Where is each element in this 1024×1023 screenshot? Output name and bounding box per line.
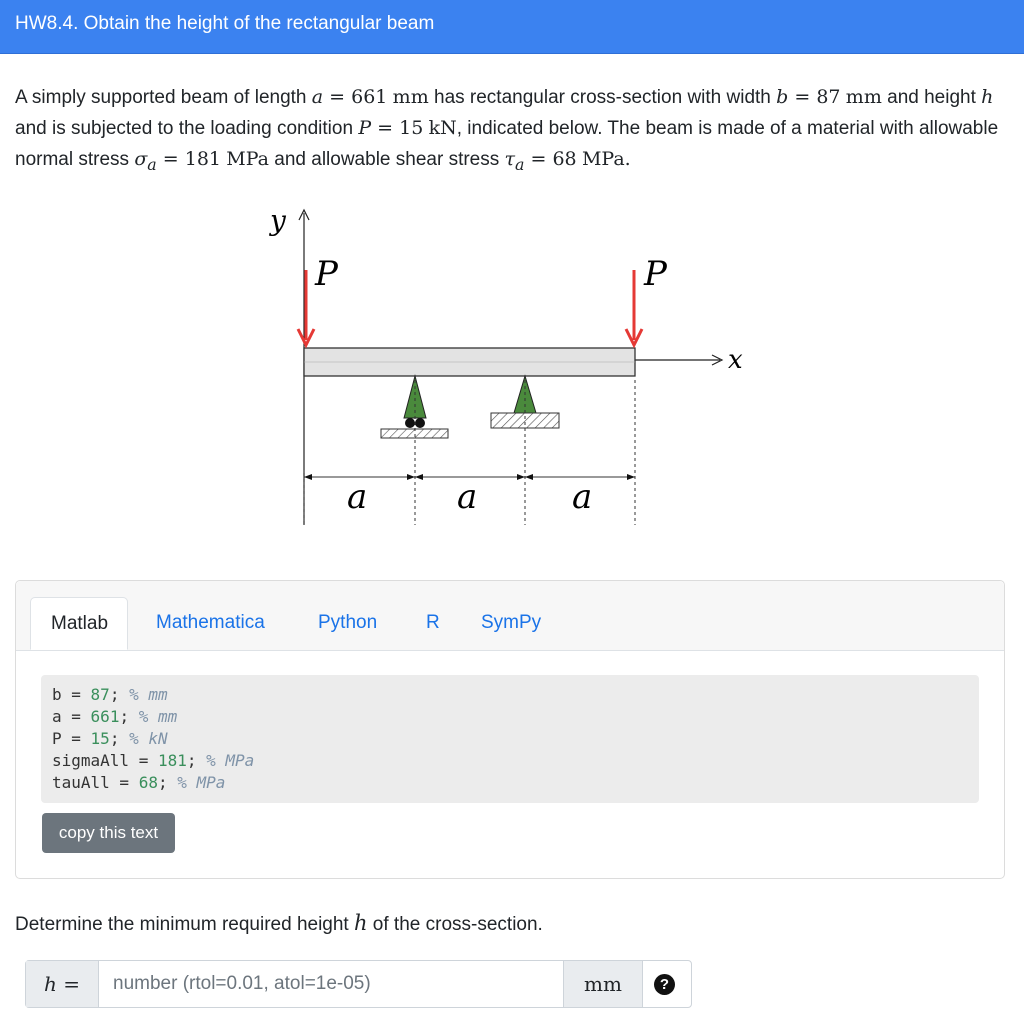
symbol-a: a bbox=[311, 86, 324, 108]
code-block[interactable] bbox=[41, 675, 979, 803]
y-axis-label: y bbox=[270, 204, 286, 237]
code-line: sigmaAll = 181; % MPa bbox=[52, 751, 255, 770]
roller-wheel bbox=[405, 418, 415, 428]
symbol-h: h bbox=[354, 911, 368, 935]
value-b: 87 bbox=[816, 86, 841, 108]
value-tau: 68 bbox=[552, 148, 577, 170]
beam-diagram bbox=[250, 195, 760, 540]
x-axis-label: x bbox=[728, 345, 743, 375]
equals-sign: = bbox=[371, 117, 400, 139]
roller-wheel bbox=[415, 418, 425, 428]
symbol-P: P bbox=[358, 117, 372, 139]
code-line: tauAll = 68; % MPa bbox=[52, 773, 226, 792]
symbol-sigma: σ bbox=[134, 148, 148, 170]
copy-text-button[interactable]: copy this text bbox=[42, 813, 175, 853]
value-P: 15 bbox=[399, 117, 424, 139]
problem-statement bbox=[15, 82, 1015, 180]
statement-text: and height bbox=[881, 87, 982, 108]
language-tabs bbox=[16, 581, 1004, 651]
page-header bbox=[0, 0, 1024, 54]
statement-text: , indicated below. The beam is made of a material with allowable normal stress bbox=[15, 118, 999, 170]
statement-text: has rectangular cross-section with width bbox=[428, 87, 777, 108]
symbol-b: b bbox=[776, 86, 789, 108]
tab-python[interactable]: Python bbox=[318, 612, 378, 633]
unit-MPa: MPa bbox=[581, 148, 625, 170]
unit-mm: mm bbox=[845, 86, 882, 108]
answer-unit: mm bbox=[563, 961, 643, 1007]
value-a: 661 bbox=[351, 86, 388, 108]
equals-sign: = bbox=[323, 86, 352, 108]
tab-r[interactable]: R bbox=[426, 612, 440, 633]
tab-sympy[interactable]: SymPy bbox=[481, 612, 542, 633]
span-label: a bbox=[457, 477, 478, 517]
answer-input[interactable] bbox=[99, 961, 562, 1007]
page-title: HW8.4. Obtain the height of the rectangular beam bbox=[15, 13, 435, 34]
pin-ground bbox=[491, 413, 559, 428]
span-label: a bbox=[347, 477, 368, 517]
equals-sign: = bbox=[524, 148, 553, 170]
statement-text: and is subjected to the loading condition bbox=[15, 118, 359, 139]
code-line: a = 661; % mm bbox=[52, 707, 178, 726]
unit-MPa: MPa bbox=[226, 148, 269, 170]
statement-text: and allowable shear stress bbox=[269, 149, 505, 170]
subscript-a: a bbox=[515, 154, 525, 174]
statement-text: A simply supported beam of length bbox=[15, 87, 312, 108]
answer-prefix: h = bbox=[26, 961, 99, 1007]
unit-mm: mm bbox=[392, 86, 429, 108]
span-label: a bbox=[572, 477, 593, 517]
tab-mathematica[interactable]: Mathematica bbox=[156, 612, 265, 633]
unit-kN: kN bbox=[428, 117, 457, 139]
subscript-a: a bbox=[147, 154, 157, 174]
equals-sign: = bbox=[156, 148, 185, 170]
value-sigma: 181 bbox=[184, 148, 221, 170]
question-text: Determine the minimum required height h of the cross-section. bbox=[15, 911, 543, 935]
load-label-left: P bbox=[315, 254, 338, 294]
code-line: b = 87; % mm bbox=[52, 685, 168, 704]
symbol-tau: τ bbox=[504, 148, 516, 170]
help-icon[interactable]: ? bbox=[654, 974, 675, 995]
load-label-right: P bbox=[644, 254, 667, 294]
answer-input-group bbox=[25, 960, 692, 1008]
equals-sign: = bbox=[788, 86, 817, 108]
tab-matlab[interactable]: Matlab bbox=[30, 597, 128, 650]
period: . bbox=[624, 148, 631, 170]
code-line: P = 15; % kN bbox=[52, 729, 168, 748]
symbol-h: h bbox=[981, 86, 994, 108]
code-panel bbox=[15, 580, 1005, 879]
